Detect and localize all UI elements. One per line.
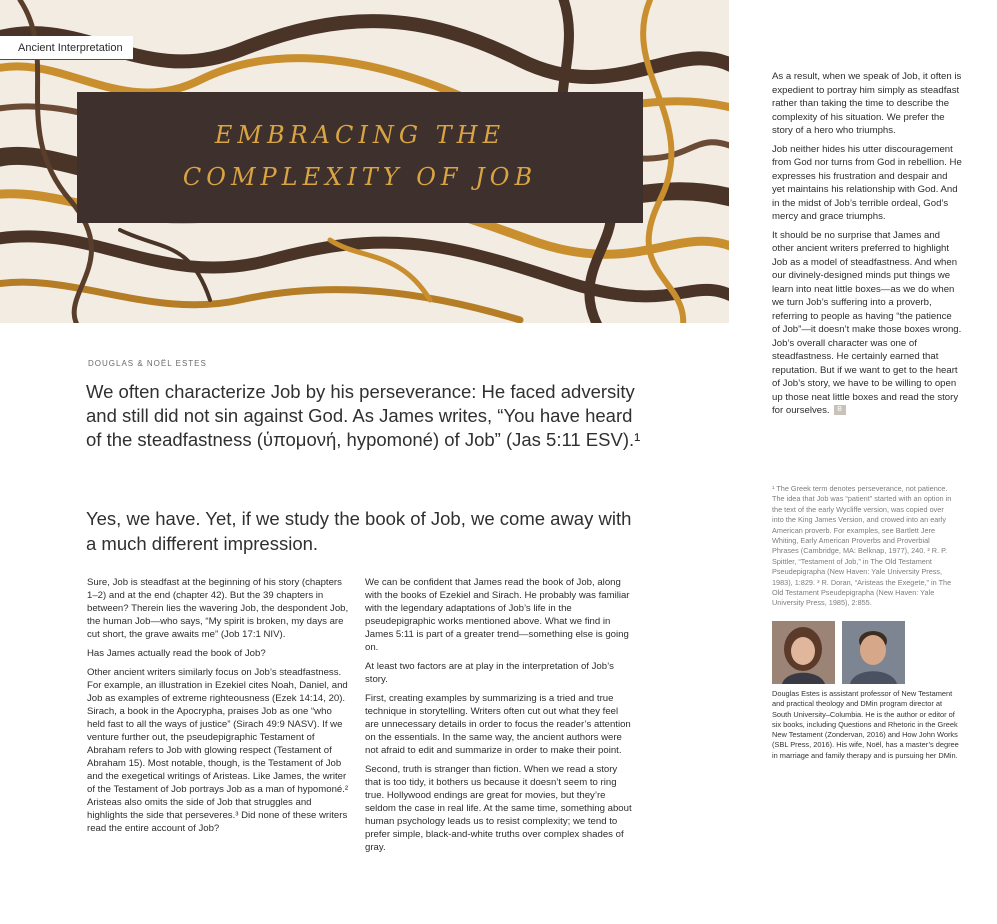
section-label: Ancient Interpretation [0,36,133,60]
body-paragraph: Has James actually read the book of Job? [87,648,266,659]
sidebar-paragraph-text: It should be no surprise that James and other ancient writers preferred to highlight Job as a model of steadfastness. And when our divinely-designed minds put things we learn into neat little boxes—as we do when we turn Job’s suffering into a proverb, referring to people as having “the patience of Job”—it doesn’t make those boxes wrong. Job’s overall character was one of steadfastness. He certainly earned that reputation. But if we want to get to the heart of Job’s story, we have to be willing to open up those neat little boxes and read the story for ourselves. [772,229,962,416]
end-mark-icon: B [834,405,846,415]
body-column-2 [365,576,633,860]
lead-paragraph-2: Yes, we have. Yet, if we study the book of Job, we come away with a much different impression. [86,508,632,554]
author-photo-douglas [842,621,905,684]
body-paragraph: Second, truth is stranger than fiction. When we read a story that is too tidy, it bothers us because it doesn’t seem to ring true. Hollywood endings are great for movies, but they’re seldom the case in real life. At the same time, something about human psychology leads us to resist complexity; we tend to prefer simple, black-and-white truths over complex shades of gray. [365,764,632,853]
man-portrait-icon [842,621,905,684]
author-photo-noel [772,621,835,684]
title-box [77,92,643,223]
sidebar-text [772,70,962,423]
lead-paragraph-1: We often characterize Job by his perseverance: He faced adversity and still did not sin against God. As James writes, “You have heard of the steadfastness (ὑπομονή, hypomoné) of Job” (Jas 5:11 ESV).¹ [86,381,641,450]
body-column-1 [87,576,351,841]
author-byline: DOUGLAS & NOËL ESTES [88,359,207,368]
sidebar-paragraph: As a result, when we speak of Job, it often is expedient to portray him simply as steadfast rather than taking the time to describe the complexity of his situation. We prefer the story of a hero who triumphs. [772,71,962,136]
title-line-2: COMPLEXITY OF JOB [182,163,538,191]
body-paragraph: Sure, Job is steadfast at the beginning of his story (chapters 1–2) and at the end (chapter 42). But the 39 chapters in between? Therein lies the wavering Job, the despondent Job, the human Job—who says, “My spirit is broken, my days are cut short, the grave awaits me” (Job 17:1 NIV). [87,577,349,640]
body-paragraph: We can be confident that James read the book of Job, along with the books of Ezekiel and Sirach. He probably was familiar with the legendary adaptations of Job’s life in the pseudepigraphic works mentioned above. What we find in James 5:11 is part of a greater trend—something else is going on. [365,577,630,653]
author-bio: Douglas Estes is assistant professor of New Testament and practical theology and DMin program director at South University–Columbia. He is the author or editor of six books, including Questions and Rhetoric in the Greek New Testament (Zondervan, 2016) and How John Works (SBL Press, 2016). His wife, Noël, has a master’s degree in marriage and family therapy and is pursuing her DMin. [772,689,959,760]
woman-portrait-icon [772,621,835,684]
article-title [77,114,643,198]
body-paragraph: First, creating examples by summarizing is a tried and true technique in storytelling. Writers often cut out what they feel are unnecessary details in order to focus the reader’s attention on the essentials. In the same way, the ancient authors were not afraid to edit and summarize in order to make their point. [365,693,631,756]
sidebar-paragraph [772,229,962,418]
body-paragraph: At least two factors are at play in the interpretation of Job’s story. [365,661,614,685]
body-paragraph: Other ancient writers similarly focus on Job’s steadfastness. For example, an illustration in Ezekiel cites Noah, Daniel, and Job as examples of extreme righteousness (Ezek 14:14, 20). Sirach, a book in the Apocrypha, praises Job as one “who held fast to all the ways of justice” (Sirach 49:9 NASV). If we venture further out, the pseudepigraphic Testament of Abraham refers to Job with glowing respect (Testament of Abraham 15). Most notable, though, is the Testament of Job and the exegetical writings of Aristeas. Like James, the writer of the Testament of Job portrays Job as a man of hypomoné.² Aristeas also omits the side of Job that struggles and highlights the side that perseveres.³ Did none of these writers read the entire account of Job? [87,667,349,834]
sidebar-paragraph: Job neither hides his utter discouragement from God nor turns from God in rebellion. He expresses his frustration and despair and yet maintains his relationship with God. And in the midst of Job’s terrible ordeal, God’s mercy and grace triumphs. [772,143,962,222]
title-line-1: EMBRACING THE [214,121,506,149]
footnotes: ¹ The Greek term denotes perseverance, not patience. The idea that Job was “patient” started with an option in the text of the early Wycliffe version, was copied over into the King James Version, and crowed into an early American proverb. For examples, see Bartlett Jere Whiting, Early American Proverbs and Proverbial Phrases (Cambridge, MA: Belknap, 1977), 240. ² R. P. Spittler, “Testament of Job,” in The Old Testament Pseudepigrapha (New Haven: Yale University Press, 1983), 1:829. ³ R. Doran, “Aristeas the Exegete,” in The Old Testament Pseudepigrapha (New Haven: Yale University Press, 1985), 2:855. [772,484,952,608]
